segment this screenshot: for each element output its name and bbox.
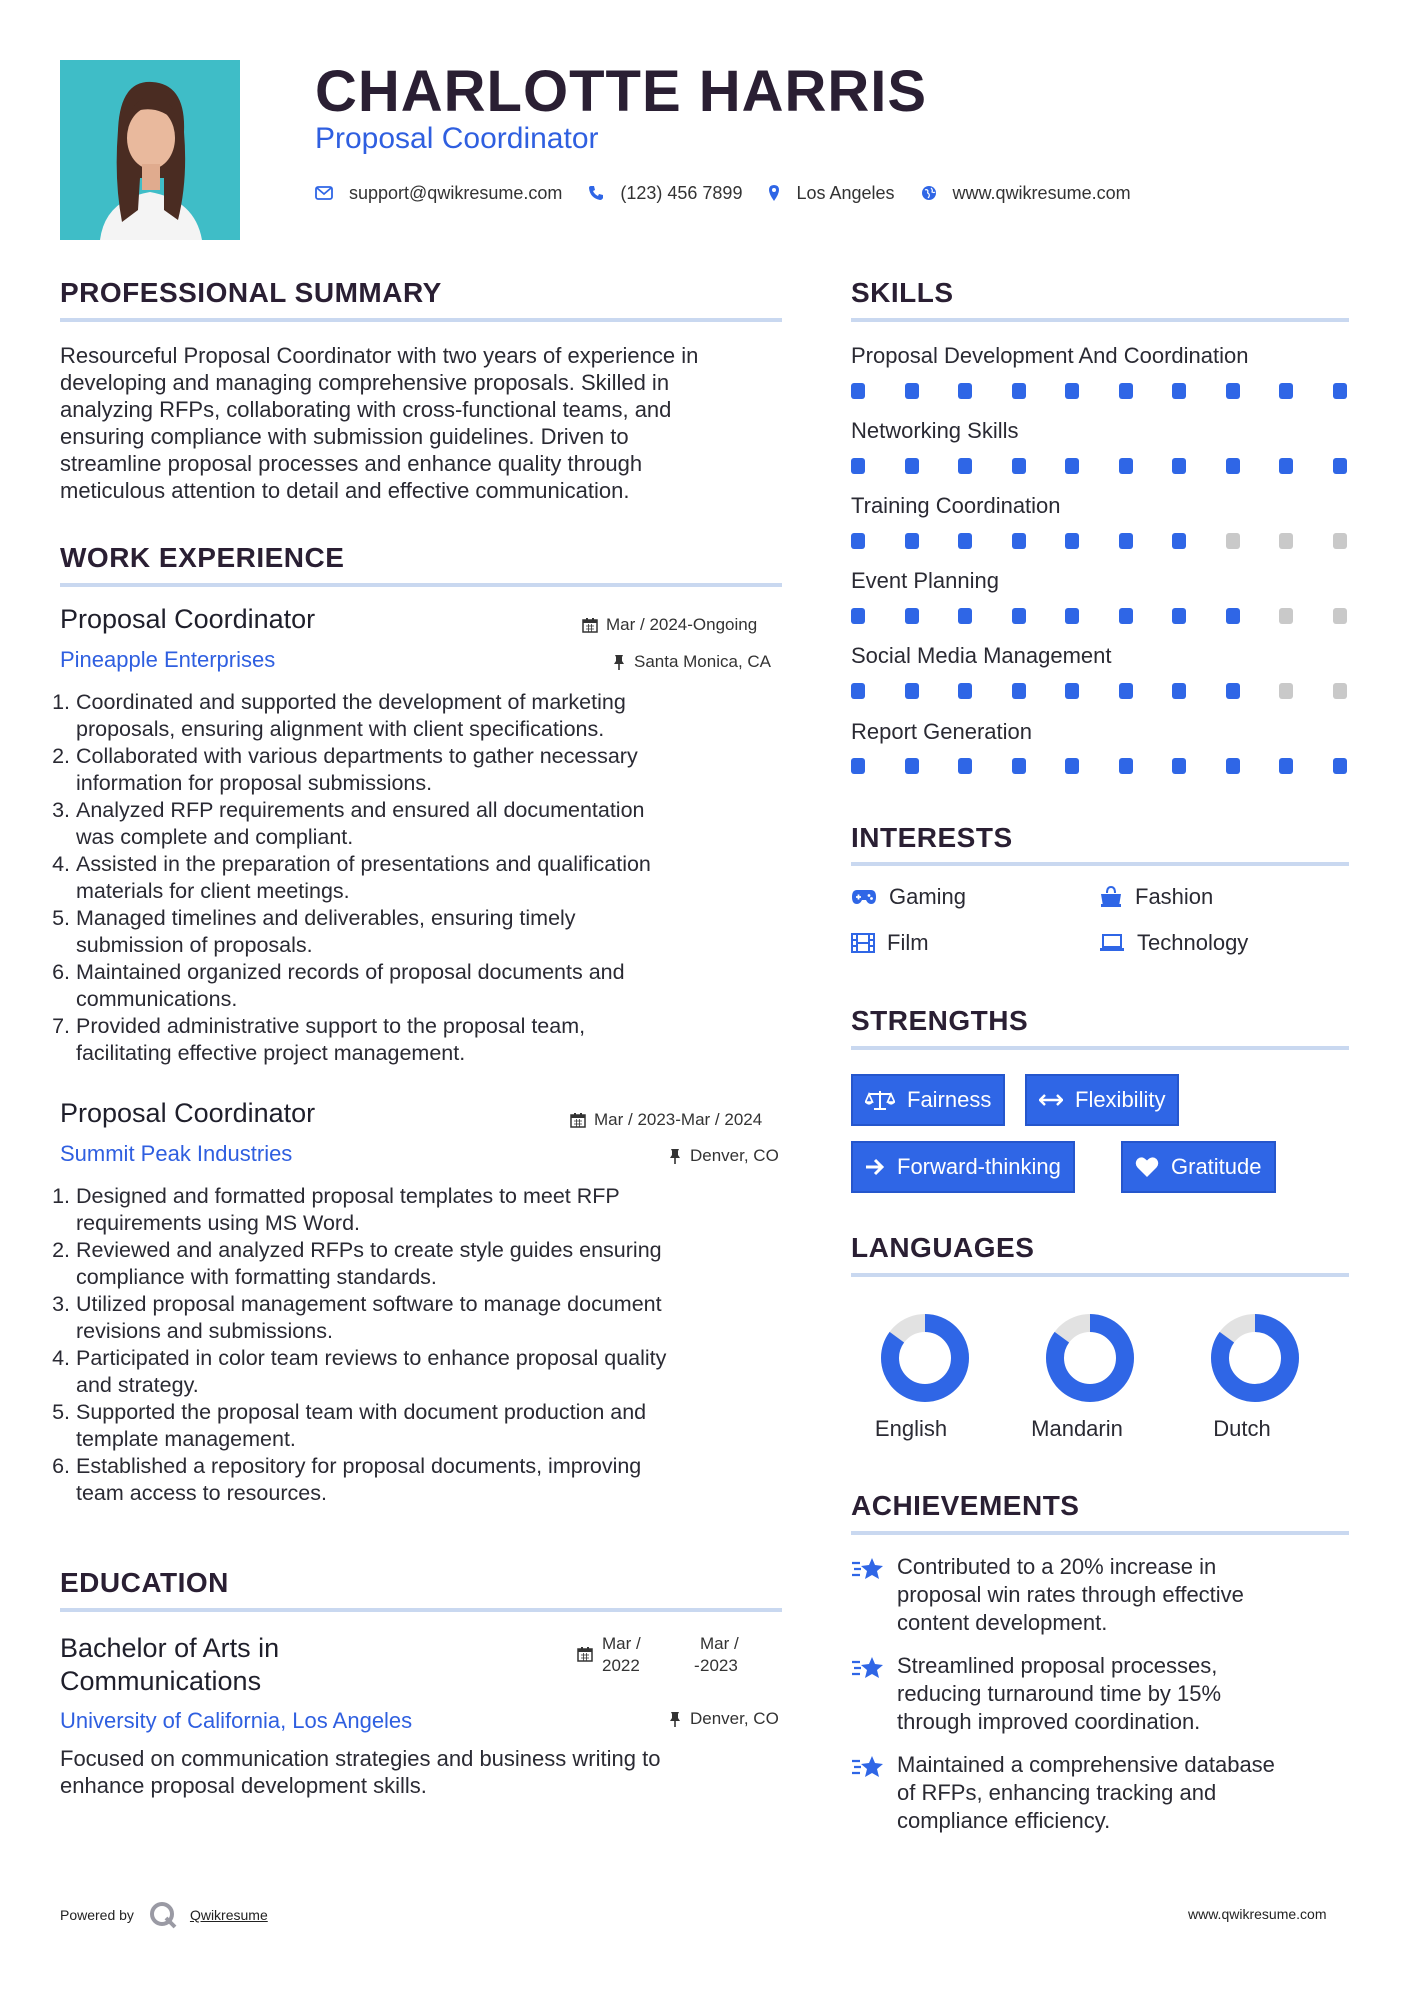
list-item — [52, 797, 792, 824]
list-text: submission of proposals. — [76, 933, 313, 957]
list-number: 1. — [52, 1184, 70, 1208]
education-divider — [60, 1608, 782, 1612]
list-number — [52, 1426, 70, 1453]
list-number — [52, 1210, 70, 1237]
skill-rating — [851, 758, 1351, 776]
list-number — [52, 1318, 70, 1345]
skill-dot-empty — [1333, 683, 1347, 699]
summary-heading: PROFESSIONAL SUMMARY — [60, 277, 442, 308]
experience-heading: WORK EXPERIENCE — [60, 542, 345, 573]
skill-dot-empty — [1279, 608, 1293, 624]
list-number: 4. — [52, 1346, 70, 1370]
list-item — [52, 959, 792, 986]
skill-dot-filled — [1065, 458, 1079, 474]
edu-start-year: 2022 — [602, 1656, 640, 1675]
skill-dot-filled — [1172, 758, 1186, 774]
achievement-item — [851, 1553, 1351, 1637]
languages-divider — [851, 1273, 1349, 1277]
contact-email[interactable] — [315, 183, 562, 204]
list-number: 1. — [52, 690, 70, 714]
interest-label: Gaming — [889, 884, 967, 909]
candidate-role: Proposal Coordinator — [315, 122, 599, 155]
skill-rating — [851, 533, 1351, 551]
map-pin-icon — [768, 184, 780, 202]
achievement-line: of RFPs, enhancing tracking and — [897, 1780, 1217, 1805]
candidate-name: CHARLOTTE HARRIS — [315, 59, 928, 124]
skill-dot-filled — [1172, 683, 1186, 699]
strength-label: Fairness — [907, 1087, 992, 1112]
list-number — [52, 1040, 70, 1067]
skill-dot-filled — [1012, 458, 1026, 474]
achievement-line: Streamlined proposal processes, — [897, 1653, 1218, 1678]
list-item — [52, 1013, 792, 1040]
summary-line: analyzing RFPs, collaborating with cross-functional teams, and — [60, 397, 672, 422]
qwikresume-logo-icon — [148, 1900, 178, 1930]
skill-name: Networking Skills — [851, 418, 1019, 443]
list-text: Established a repository for proposal documents, improving — [76, 1454, 642, 1478]
skill-dot-filled — [1333, 758, 1347, 774]
calendar-icon — [582, 617, 598, 633]
list-number: 7. — [52, 1014, 70, 1038]
summary-line: ensuring compliance with submission guidelines. Driven to — [60, 424, 629, 449]
strengths-divider — [851, 1046, 1349, 1050]
skill-rating — [851, 683, 1351, 701]
edu-end-month: Mar / — [700, 1634, 739, 1653]
list-number: 6. — [52, 1454, 70, 1478]
calendar-icon — [577, 1646, 593, 1662]
list-item — [52, 743, 792, 770]
balance-scale-icon — [865, 1089, 895, 1111]
list-number — [52, 716, 70, 743]
list-text: Participated in color team reviews to enhance proposal quality — [76, 1346, 667, 1370]
envelope-icon — [315, 186, 333, 200]
profile-photo — [60, 60, 240, 240]
strength-chip — [1121, 1141, 1276, 1193]
skill-dot-filled — [1226, 683, 1240, 699]
language-donut-chart — [1190, 1306, 1320, 1410]
list-text: Designed and formatted proposal templates to meet RFP — [76, 1184, 620, 1208]
email-text: support@qwikresume.com — [349, 182, 563, 203]
degree-title — [60, 1632, 390, 1698]
list-number: 5. — [52, 906, 70, 930]
summary-line: streamline proposal processes and enhance quality through — [60, 451, 643, 476]
list-number: 2. — [52, 1238, 70, 1262]
list-item — [52, 1372, 792, 1399]
pushpin-icon — [612, 654, 626, 670]
gamepad-icon — [851, 889, 877, 905]
skill-dot-filled — [958, 383, 972, 399]
achievement-line: through improved coordination. — [897, 1709, 1201, 1734]
list-text: communications. — [76, 987, 238, 1011]
list-text: was complete and compliant. — [76, 825, 354, 849]
list-text: compliance with formatting standards. — [76, 1265, 437, 1289]
list-text: Analyzed RFP requirements and ensured all documentation — [76, 798, 645, 822]
list-text: Collaborated with various departments to gather necessary — [76, 744, 638, 768]
skill-dot-filled — [1012, 383, 1026, 399]
skill-dot-filled — [851, 683, 865, 699]
interest-item — [1099, 930, 1248, 956]
edu-desc-line: Focused on communication strategies and business writing to — [60, 1746, 661, 1771]
list-number — [52, 824, 70, 851]
skill-dot-filled — [1119, 683, 1133, 699]
interest-item — [851, 884, 966, 910]
list-item — [52, 1399, 792, 1426]
list-number: 4. — [52, 852, 70, 876]
arrow-right-icon — [865, 1158, 885, 1176]
list-text: Provided administrative support to the proposal team, — [76, 1014, 586, 1038]
shooting-star-icon — [851, 1555, 885, 1583]
company-name[interactable]: Pineapple Enterprises — [60, 647, 276, 672]
location-text: Los Angeles — [796, 182, 895, 203]
skill-dot-filled — [958, 458, 972, 474]
list-number — [52, 1372, 70, 1399]
job-location-text: Denver, CO — [690, 1146, 779, 1165]
skill-dot-filled — [1279, 458, 1293, 474]
list-text: Reviewed and analyzed RFPs to create style guides ensuring — [76, 1238, 662, 1262]
skill-dot-filled — [905, 383, 919, 399]
job-location-text: Santa Monica, CA — [634, 652, 772, 671]
brand-link[interactable]: Qwikresume — [189, 1907, 268, 1923]
skill-rating — [851, 608, 1351, 626]
edu-location — [668, 1709, 779, 1729]
achievement-text — [897, 1652, 1221, 1736]
achievement-line: reducing turnaround time by 15% — [897, 1681, 1222, 1706]
list-item — [52, 905, 792, 932]
edu-start-month: Mar / — [602, 1634, 641, 1653]
achievements-heading: ACHIEVEMENTS — [851, 1490, 1080, 1521]
achievement-line: Contributed to a 20% increase in — [897, 1554, 1217, 1579]
job-date — [570, 1110, 762, 1130]
calendar-icon — [570, 1112, 586, 1128]
skill-name: Proposal Development And Coordination — [851, 343, 1249, 368]
skill-dot-filled — [1333, 458, 1347, 474]
skill-dot-filled — [1065, 383, 1079, 399]
skill-rating — [851, 458, 1351, 476]
skill-rating — [851, 383, 1351, 401]
list-item — [52, 932, 792, 959]
skill-dot-filled — [1012, 683, 1026, 699]
skill-dot-empty — [1279, 683, 1293, 699]
list-text: Assisted in the preparation of presentations and qualification — [76, 852, 651, 876]
list-item — [52, 1318, 792, 1345]
heart-icon — [1135, 1156, 1159, 1178]
achievements-divider — [851, 1531, 1349, 1535]
skill-dot-filled — [1012, 608, 1026, 624]
list-number — [52, 770, 70, 797]
list-item — [52, 986, 792, 1013]
contact-location — [768, 183, 894, 204]
strengths-heading: STRENGTHS — [851, 1005, 1029, 1036]
achievement-line: Maintained a comprehensive database — [897, 1752, 1275, 1777]
edu-end-date — [700, 1633, 739, 1677]
skill-dot-filled — [1012, 533, 1026, 549]
degree-line: Bachelor of Arts in — [60, 1633, 280, 1663]
skill-dot-filled — [905, 608, 919, 624]
skill-dot-filled — [958, 533, 972, 549]
skill-dot-filled — [905, 533, 919, 549]
job-duties-list — [52, 1183, 792, 1507]
person-portrait-icon — [60, 60, 240, 240]
skill-dot-filled — [1172, 533, 1186, 549]
job-location — [668, 1146, 779, 1166]
skill-name: Event Planning — [851, 568, 999, 593]
list-number: 3. — [52, 798, 70, 822]
degree-line: Communications — [60, 1666, 262, 1696]
skill-dot-filled — [1333, 383, 1347, 399]
language-name: English — [874, 1416, 948, 1441]
strength-label: Flexibility — [1075, 1087, 1166, 1112]
experience-divider — [60, 583, 782, 587]
achievement-line: compliance efficiency. — [897, 1808, 1111, 1833]
list-text: and strategy. — [76, 1373, 199, 1397]
list-item — [52, 1345, 792, 1372]
skill-dot-filled — [1065, 608, 1079, 624]
skill-dot-empty — [1333, 533, 1347, 549]
skill-dot-filled — [1172, 608, 1186, 624]
skill-dot-filled — [1279, 758, 1293, 774]
edu-end-year: 2023 — [700, 1656, 738, 1675]
skill-dot-filled — [1065, 758, 1079, 774]
job-date — [582, 615, 757, 635]
skill-dot-filled — [1119, 458, 1133, 474]
skill-dot-filled — [958, 758, 972, 774]
language-donut-chart — [1025, 1306, 1155, 1410]
list-number — [52, 986, 70, 1013]
list-text: team access to resources. — [76, 1481, 327, 1505]
skill-dot-empty — [1333, 608, 1347, 624]
arrows-horizontal-icon — [1039, 1093, 1063, 1107]
skill-dot-empty — [1226, 533, 1240, 549]
skill-dot-filled — [1065, 683, 1079, 699]
list-text: materials for client meetings. — [76, 879, 350, 903]
summary-divider — [60, 318, 782, 322]
contact-phone[interactable] — [588, 183, 742, 204]
skill-dot-filled — [1279, 383, 1293, 399]
education-description — [60, 1745, 800, 1799]
skill-dot-filled — [958, 683, 972, 699]
shopping-bag-icon — [1099, 886, 1123, 908]
language-name: Mandarin — [1031, 1416, 1123, 1441]
skill-dot-filled — [958, 608, 972, 624]
skill-dot-filled — [851, 533, 865, 549]
list-item — [52, 1210, 792, 1237]
company-name[interactable]: Summit Peak Industries — [60, 1141, 293, 1166]
footer-website-link[interactable]: www.qwikresume.com — [1188, 1906, 1327, 1922]
skill-dot-filled — [851, 758, 865, 774]
achievement-item — [851, 1652, 1351, 1736]
strength-chip — [1025, 1074, 1179, 1126]
list-text: Coordinated and supported the development of marketing — [76, 690, 626, 714]
edu-desc-line: enhance proposal development skills. — [60, 1773, 427, 1798]
interests-divider — [851, 862, 1349, 866]
skill-dot-filled — [1226, 608, 1240, 624]
skill-dot-filled — [851, 458, 865, 474]
list-number — [52, 878, 70, 905]
list-item — [52, 1040, 792, 1067]
list-item — [52, 1453, 792, 1480]
school-name[interactable]: University of California, Los Angeles — [60, 1708, 413, 1733]
skill-name: Report Generation — [851, 719, 1032, 744]
achievement-text — [897, 1553, 1244, 1637]
job-date-text: Mar / 2023-Mar / 2024 — [594, 1110, 763, 1129]
list-item — [52, 851, 792, 878]
interest-label: Technology — [1137, 930, 1249, 955]
list-text: Maintained organized records of proposal documents and — [76, 960, 625, 984]
list-item — [52, 1426, 792, 1453]
list-number — [52, 1264, 70, 1291]
phone-text: (123) 456 7899 — [620, 182, 743, 203]
summary-line: Resourceful Proposal Coordinator with two years of experience in — [60, 343, 699, 368]
list-item — [52, 1264, 792, 1291]
skill-dot-filled — [1119, 608, 1133, 624]
language-donut-chart — [860, 1306, 990, 1410]
list-text: requirements using MS Word. — [76, 1211, 360, 1235]
shooting-star-icon — [851, 1654, 885, 1682]
list-text: Supported the proposal team with document production and — [76, 1400, 647, 1424]
list-item — [52, 1183, 792, 1210]
achievement-line: proposal win rates through effective — [897, 1582, 1244, 1607]
skills-heading: SKILLS — [851, 277, 954, 308]
interests-heading: INTERESTS — [851, 822, 1013, 853]
achievement-line: content development. — [897, 1610, 1108, 1635]
skill-dot-filled — [1226, 383, 1240, 399]
phone-icon — [588, 185, 604, 201]
skill-dot-filled — [1226, 758, 1240, 774]
achievement-item — [851, 1751, 1351, 1835]
achievement-text — [897, 1751, 1275, 1835]
skill-dot-filled — [1119, 533, 1133, 549]
list-number: 5. — [52, 1400, 70, 1424]
summary-text — [60, 342, 800, 504]
list-item — [52, 1237, 792, 1264]
date-separator: - — [694, 1656, 700, 1675]
skill-dot-filled — [1172, 383, 1186, 399]
strength-label: Forward-thinking — [897, 1154, 1061, 1179]
job-duties-list — [52, 689, 792, 1067]
interest-label: Fashion — [1135, 884, 1214, 909]
skills-divider — [851, 318, 1349, 322]
list-number — [52, 932, 70, 959]
shooting-star-icon — [851, 1753, 885, 1781]
skill-dot-filled — [1065, 533, 1079, 549]
skill-name: Training Coordination — [851, 493, 1061, 518]
summary-line: developing and managing comprehensive proposals. Skilled in — [60, 370, 670, 395]
skill-dot-filled — [1172, 458, 1186, 474]
interest-item — [851, 930, 929, 956]
contact-website[interactable] — [921, 183, 1131, 204]
skill-dot-filled — [905, 758, 919, 774]
list-text: revisions and submissions. — [76, 1319, 333, 1343]
list-number: 2. — [52, 744, 70, 768]
powered-by-text: Powered by — [60, 1907, 134, 1923]
website-text: www.qwikresume.com — [952, 182, 1131, 203]
list-number — [52, 1480, 70, 1507]
list-item — [52, 1480, 792, 1507]
globe-icon — [921, 185, 937, 201]
list-number: 3. — [52, 1292, 70, 1316]
list-item — [52, 824, 792, 851]
summary-line: meticulous attention to detail and effective communication. — [60, 478, 630, 503]
job-title: Proposal Coordinator — [60, 604, 316, 634]
film-icon — [851, 933, 875, 953]
list-item — [52, 716, 792, 743]
skill-dot-filled — [1012, 758, 1026, 774]
education-heading: EDUCATION — [60, 1567, 229, 1598]
list-text: information for proposal submissions. — [76, 771, 433, 795]
contact-bar — [315, 178, 1157, 208]
footer-branding — [60, 1900, 268, 1930]
edu-location-text: Denver, CO — [690, 1709, 779, 1728]
list-text: Managed timelines and deliverables, ensuring timely — [76, 906, 576, 930]
strength-chip — [851, 1074, 1005, 1126]
list-text: facilitating effective project management. — [76, 1041, 466, 1065]
strength-label: Gratitude — [1171, 1154, 1262, 1179]
list-item — [52, 1291, 792, 1318]
list-text: template management. — [76, 1427, 296, 1451]
skill-dot-filled — [905, 683, 919, 699]
skill-dot-empty — [1279, 533, 1293, 549]
list-item — [52, 878, 792, 905]
job-location — [612, 652, 771, 672]
edu-start-date — [602, 1633, 641, 1677]
job-date-text: Mar / 2024-Ongoing — [606, 615, 758, 634]
job-title: Proposal Coordinator — [60, 1098, 316, 1128]
skill-name: Social Media Management — [851, 643, 1112, 668]
interest-item — [1099, 884, 1213, 910]
language-name: Dutch — [1213, 1416, 1271, 1441]
languages-heading: LANGUAGES — [851, 1232, 1035, 1263]
laptop-icon — [1099, 934, 1125, 952]
strength-chip — [851, 1141, 1075, 1193]
skill-dot-filled — [851, 608, 865, 624]
pushpin-icon — [668, 1711, 682, 1727]
pushpin-icon — [668, 1148, 682, 1164]
skill-dot-filled — [1119, 383, 1133, 399]
list-number: 6. — [52, 960, 70, 984]
list-text: proposals, ensuring alignment with client specifications. — [76, 717, 605, 741]
skill-dot-filled — [1226, 458, 1240, 474]
interest-label: Film — [887, 930, 929, 955]
list-item — [52, 689, 792, 716]
list-item — [52, 770, 792, 797]
skill-dot-filled — [1119, 758, 1133, 774]
list-text: Utilized proposal management software to manage document — [76, 1292, 662, 1316]
skill-dot-filled — [851, 383, 865, 399]
skill-dot-filled — [905, 458, 919, 474]
